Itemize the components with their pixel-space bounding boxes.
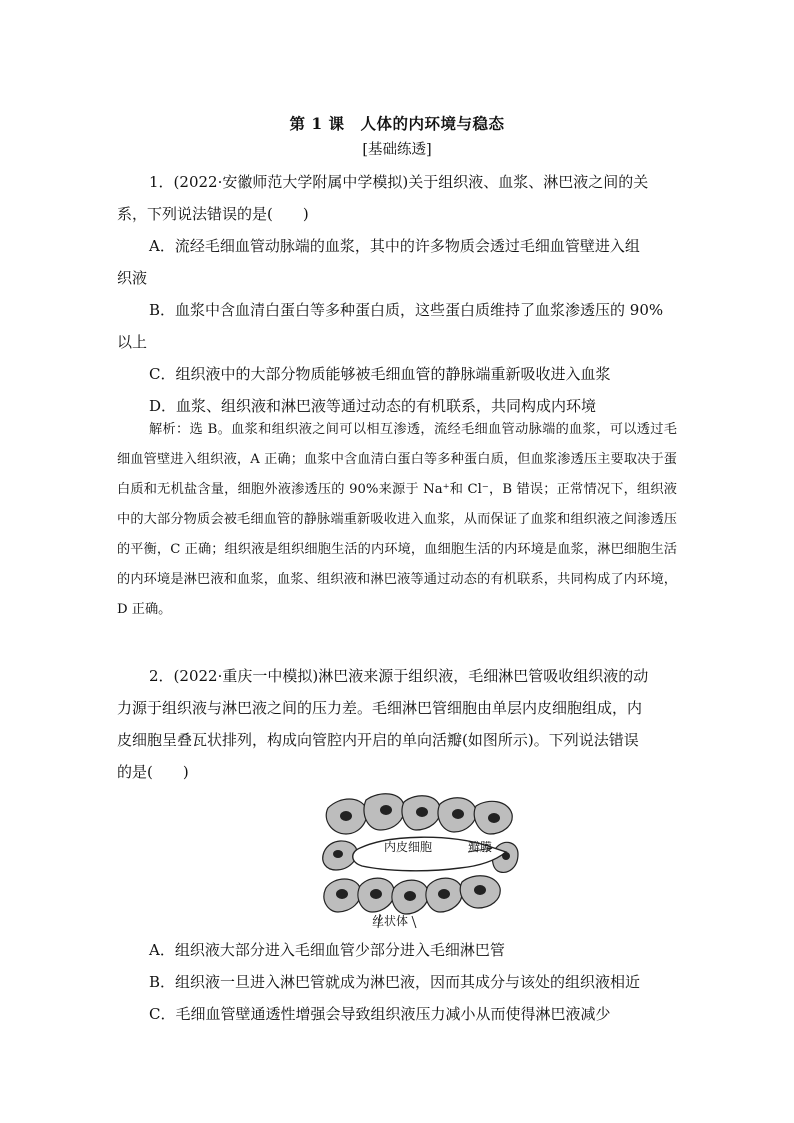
- q1-analysis: 解析：选 B。血浆和组织液之间可以相互渗透，流经毛细血管动脉端的血浆，可以透过毛细血管壁进入组织液，A 正确；血浆中含血清白蛋白等多种蛋白质，但血浆渗透压主要取决于蛋白质和无机盐含量，细胞外液渗透压的 90%来源于 Na⁺和 Cl⁻，B 错误；正常情况下，组织液中的大部分物质会被毛细血管的静脉端重新吸收进入血浆，从而保证了血浆和组织液之间渗透压的平衡，C 正确；组织液是组织细胞生活的内环境，血细胞生活的内环境是血浆，淋巴细胞生活的内环境是淋巴液和血浆，血浆、组织液和淋巴液等通过动态的有机联系，共同构成了内环境，D 正确。: [117, 422, 677, 617]
- figure-label-filament: 丝状体: [372, 914, 409, 928]
- q2-stem-line1: 2．(2022·重庆一中模拟)淋巴液来源于组织液，毛细淋巴管吸收组织液的动: [149, 667, 649, 685]
- lymph-capillary-figure: [320, 790, 520, 940]
- question-2-options: [117, 934, 677, 1030]
- page-title: 第 1 课 人体的内环境与稳态: [289, 114, 505, 133]
- question-2: [117, 660, 677, 788]
- q1-stem-line2: 系，下列说法错误的是( ): [117, 205, 309, 223]
- question-1: [117, 166, 677, 422]
- q2-option-b: B．组织液一旦进入淋巴管就成为淋巴液，因而其成分与该处的组织液相近: [149, 973, 641, 991]
- q1-option-d: D．血浆、组织液和淋巴液等通过动态的有机联系，共同构成内环境: [149, 397, 597, 415]
- q2-stem-line4: 的是( ): [117, 763, 189, 781]
- q2-option-c: C．毛细血管壁通透性增强会导致组织液压力减小从而使得淋巴液减少: [149, 1005, 611, 1023]
- q1-option-c: C．组织液中的大部分物质能够被毛细血管的静脉端重新吸收进入血浆: [149, 365, 611, 383]
- figure-label-valve: 瓣膜: [468, 840, 493, 854]
- q1-option-a-line1: A．流经毛细血管动脉端的血浆，其中的许多物质会透过毛细血管壁进入组: [149, 237, 640, 255]
- q2-option-a: A．组织液大部分进入毛细血管少部分进入毛细淋巴管: [149, 941, 505, 959]
- q2-stem-line2: 力源于组织液与淋巴液之间的压力差。毛细淋巴管细胞由单层内皮细胞组成，内: [117, 699, 643, 717]
- q1-option-b-line2: 以上: [117, 333, 148, 351]
- figure-label-endothelial-cell: 内皮细胞: [384, 840, 433, 854]
- q2-stem-line3: 皮细胞呈叠瓦状排列，构成向管腔内开启的单向活瓣(如图所示)。下列说法错误: [117, 731, 639, 749]
- q1-option-a-line2: 织液: [117, 269, 148, 287]
- q1-option-b-line1: B．血浆中含血清白蛋白等多种蛋白质，这些蛋白质维持了血浆渗透压的 90%: [149, 301, 664, 319]
- q1-stem-line1: 1．(2022·安徽师范大学附属中学模拟)关于组织液、血浆、淋巴液之间的关: [149, 173, 649, 191]
- section-subtitle: [基础练透]: [362, 142, 432, 158]
